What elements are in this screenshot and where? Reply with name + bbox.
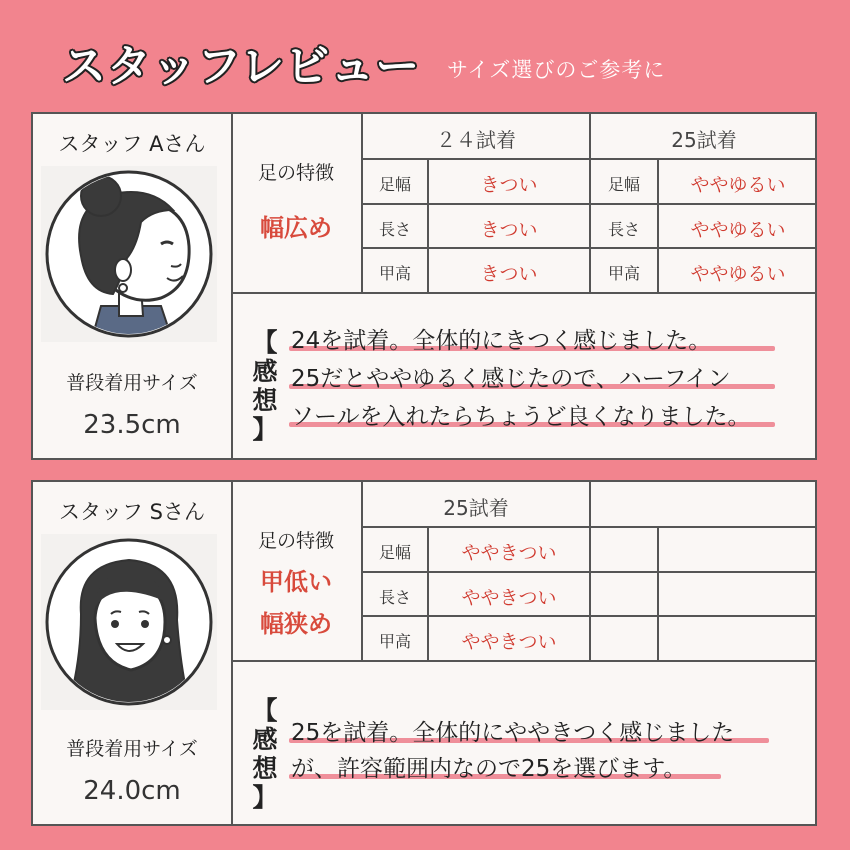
divider xyxy=(361,615,817,617)
staff-a-card xyxy=(31,112,817,460)
fit-value: ややきつい xyxy=(461,542,557,564)
staff-name: スタッフ Aさん xyxy=(58,132,206,156)
trial-header-24: ２４試着 xyxy=(436,128,516,152)
fit-value: ややゆるい xyxy=(690,219,786,241)
trial-header-25: 25試着 xyxy=(671,128,737,152)
part-label: 長さ xyxy=(607,220,640,239)
foot-trait: 甲低い xyxy=(260,568,332,596)
foot-trait: 幅広め xyxy=(260,214,332,242)
woman-long-hair-avatar-icon xyxy=(41,534,217,710)
impression-text: 感想 xyxy=(252,357,278,415)
woman-bun-avatar-icon xyxy=(41,166,217,342)
fit-value: きつい xyxy=(480,219,538,241)
comment-line: ソールを入れたらちょうど良くなりました。 xyxy=(291,404,751,430)
bracket-icon: 】 xyxy=(252,783,278,812)
size-label: 普段着用サイズ xyxy=(66,738,198,760)
staff-s-card xyxy=(31,480,817,826)
staff-name: スタッフ Sさん xyxy=(58,500,205,524)
divider xyxy=(657,526,659,660)
trial-header-25: 25試着 xyxy=(443,496,509,520)
staff-avatar xyxy=(41,534,217,710)
divider xyxy=(231,660,817,662)
fit-value: ややゆるい xyxy=(690,174,786,196)
size-label: 普段着用サイズ xyxy=(66,372,198,394)
impression-label xyxy=(247,696,283,812)
comment-line: 25を試着。全体的にややきつく感じました xyxy=(291,720,735,746)
size-value: 23.5cm xyxy=(83,410,181,440)
foot-trait: 幅狭め xyxy=(260,610,332,638)
size-value: 24.0cm xyxy=(83,776,181,806)
divider xyxy=(361,526,817,528)
part-label: 足幅 xyxy=(378,543,411,562)
divider xyxy=(361,158,817,160)
fit-value: ややゆるい xyxy=(690,263,786,285)
divider xyxy=(361,571,817,573)
fit-value: ややきつい xyxy=(461,587,557,609)
foot-feature-label: 足の特徴 xyxy=(257,530,334,552)
impression-label xyxy=(247,328,283,444)
part-label: 足幅 xyxy=(378,175,411,194)
bracket-icon: 】 xyxy=(252,415,278,444)
staff-avatar xyxy=(41,166,217,342)
page-subtitle: サイズ選びのご参考に xyxy=(447,58,666,82)
part-label: 長さ xyxy=(378,588,411,607)
divider xyxy=(231,292,817,294)
part-label: 甲高 xyxy=(607,264,640,283)
part-label: 長さ xyxy=(378,220,411,239)
divider xyxy=(361,247,817,249)
comment-line: 25だとややゆるく感じたので、ハーフイン xyxy=(291,366,731,392)
comment-line: が、許容範囲内なので25を選びます。 xyxy=(291,756,687,782)
divider xyxy=(361,203,817,205)
fit-value: きつい xyxy=(480,263,538,285)
comment-line: 24を試着。全体的にきつく感じました。 xyxy=(291,328,712,354)
part-label: 甲高 xyxy=(378,264,411,283)
fit-value: きつい xyxy=(480,174,538,196)
page-title: スタッフレビュー xyxy=(62,41,421,92)
foot-feature-label: 足の特徴 xyxy=(257,162,334,184)
part-label: 足幅 xyxy=(607,175,640,194)
bracket-icon: 【 xyxy=(252,696,278,725)
part-label: 甲高 xyxy=(378,632,411,651)
fit-value: ややきつい xyxy=(461,631,557,653)
impression-text: 感想 xyxy=(252,725,278,783)
bracket-icon: 【 xyxy=(252,328,278,357)
